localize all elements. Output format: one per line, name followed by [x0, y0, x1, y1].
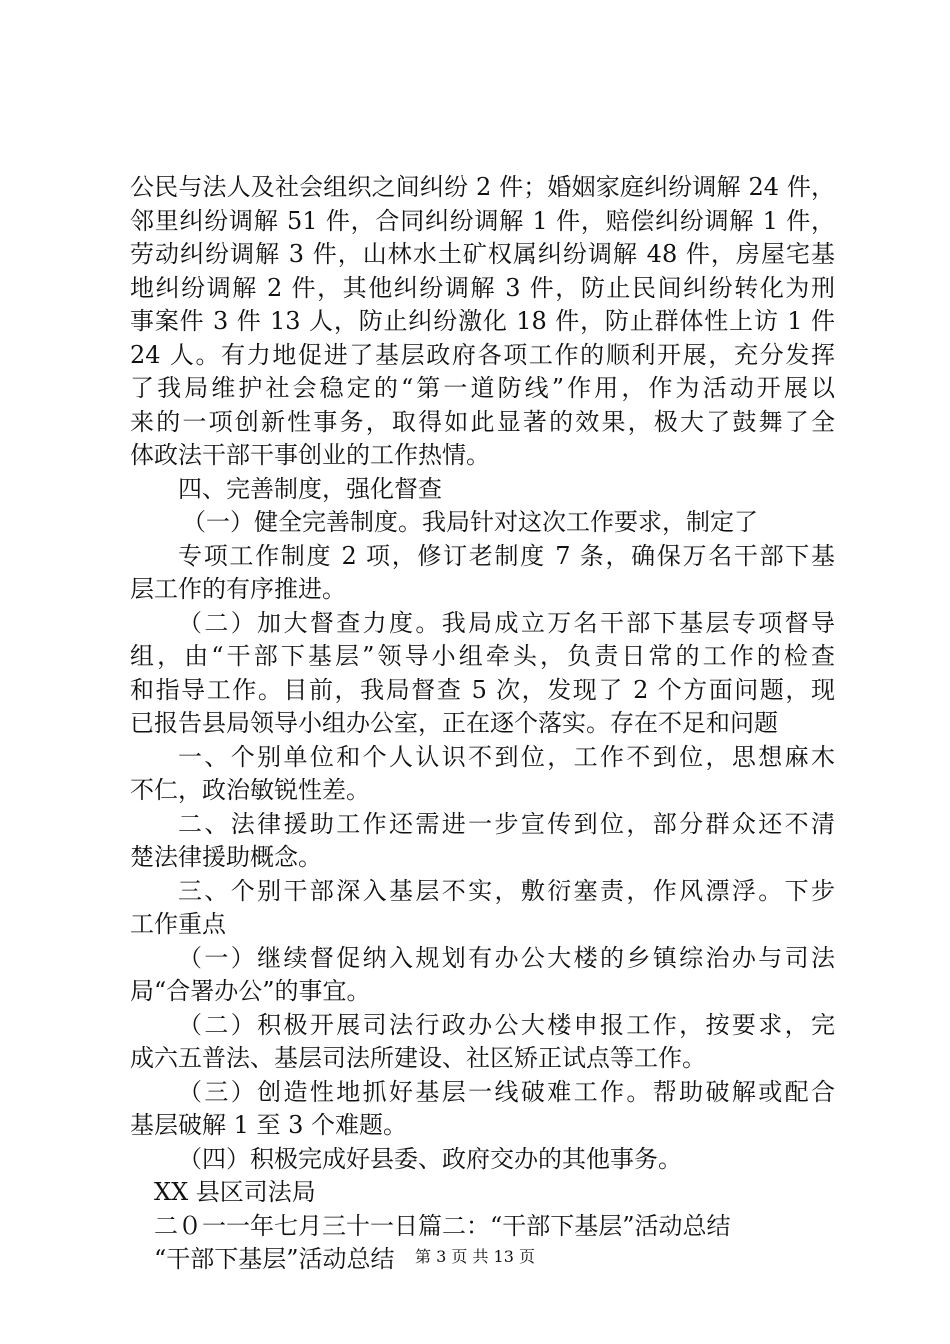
body-line-15: 组，由“干部下基层”领导小组牵头，负责日常的工作的检查	[130, 642, 835, 670]
body-line-9: 体政法干部干事创业的工作热情。	[130, 441, 490, 469]
body-line-3: 劳动纠纷调解 3 件，山林水土矿权属纠纷调解 48 件，房屋宅基	[130, 240, 835, 268]
body-line-21: 楚法律援助概念。	[130, 843, 322, 871]
body-line-1: 公民与法人及社会组织之间纠纷 2 件；婚姻家庭纠纷调解 24 件，	[130, 173, 835, 201]
body-line-29: 基层破解 1 至 3 个难题。	[130, 1111, 408, 1139]
body-line-12: 专项工作制度 2 项，修订老制度 7 条，确保万名干部下基	[178, 541, 835, 570]
body-line-30: （四）积极完成好县委、政府交办的其他事务。	[178, 1144, 682, 1173]
body-line-24: （一）继续督促纳入规划有办公大楼的乡镇综治办与司法	[178, 943, 835, 972]
body-line-19: 不仁，政治敏锐性差。	[130, 776, 370, 804]
signature-date-and-next-title: 二０一一年七月三十一日篇二：“干部下基层”活动总结	[154, 1211, 731, 1240]
section-title: “干部下基层”活动总结	[154, 1245, 395, 1273]
body-line-25: 局“合署办公”的事宜。	[130, 977, 371, 1005]
body-line-16: 和指导工作。目前，我局督查 5 次，发现了 2 个方面问题，现	[130, 675, 835, 704]
body-line-22: 三、个别干部深入基层不实，敷衍塞责，作风漂浮。下步	[178, 876, 835, 905]
body-line-14: （二）加大督查力度。我局成立万名干部下基层专项督导	[178, 608, 835, 637]
body-line-5: 事案件 3 件 13 人，防止纠纷激化 18 件，防止群体性上访 1 件	[130, 307, 835, 335]
signature-org: XX 县区司法局	[154, 1178, 316, 1206]
body-line-6: 24 人。有力地促进了基层政府各项工作的顺利开展，充分发挥	[130, 340, 835, 369]
section-heading-4: 四、完善制度，强化督查	[178, 474, 442, 503]
body-line-13: 层工作的有序推进。	[130, 575, 346, 603]
body-line-23: 工作重点	[130, 910, 226, 938]
body-line-26: （二）积极开展司法行政办公大楼申报工作，按要求，完	[178, 1010, 835, 1039]
body-line-28: （三）创造性地抓好基层一线破难工作。帮助破解或配合	[178, 1077, 835, 1106]
body-line-18: 一、个别单位和个人认识不到位，工作不到位，思想麻木	[178, 742, 835, 771]
document-body	[130, 171, 835, 1277]
page-footer: 第 3 页 共 13 页	[415, 1247, 535, 1266]
body-line-17: 已报告县局领导小组办公室，正在逐个落实。存在不足和问题	[130, 709, 778, 737]
body-line-20: 二、法律援助工作还需进一步宣传到位，部分群众还不清	[178, 809, 835, 838]
body-line-2: 邻里纠纷调解 51 件，合同纠纷调解 1 件，赔偿纠纷调解 1 件，	[130, 206, 835, 235]
body-line-7: 了我局维护社会稳定的“第一道防线”作用，作为活动开展以	[130, 374, 835, 402]
body-line-11: （一）健全完善制度。我局针对这次工作要求，制定了	[182, 508, 758, 536]
body-line-4: 地纠纷调解 2 件，其他纠纷调解 3 件，防止民间纠纷转化为刑	[130, 273, 835, 302]
body-line-8: 来的一项创新性事务，取得如此显著的效果，极大了鼓舞了全	[130, 407, 835, 436]
body-line-27: 成六五普法、基层司法所建设、社区矫正试点等工作。	[130, 1044, 706, 1072]
